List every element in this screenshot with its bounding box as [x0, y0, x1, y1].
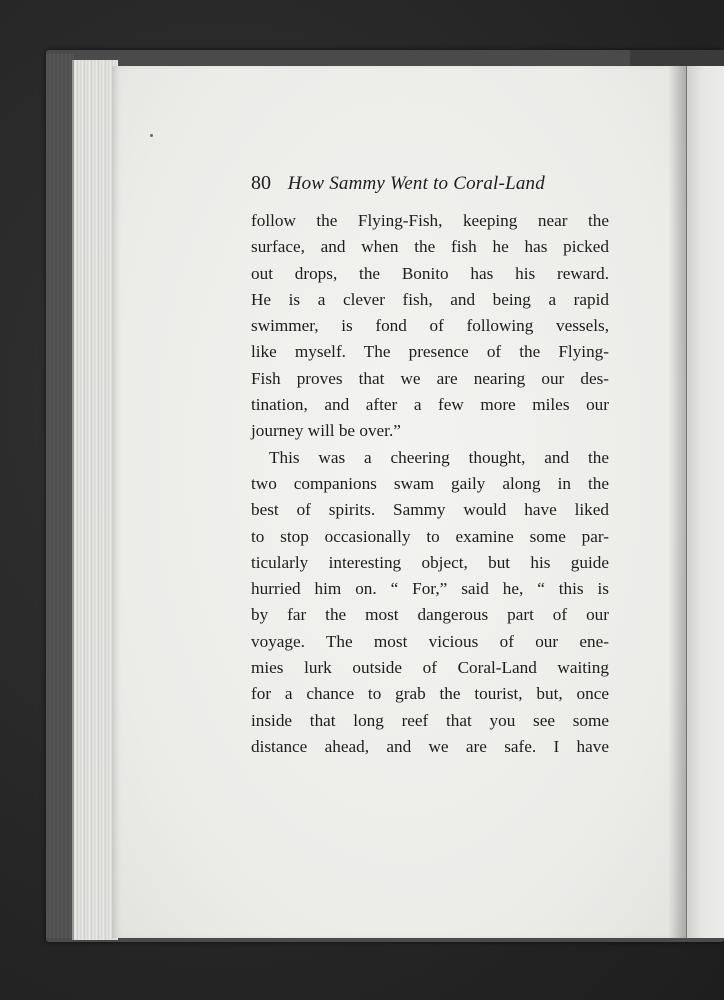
text-line: to stop occasionally to examine some par- — [251, 526, 609, 546]
text-line: for a chance to grab the tourist, but, once — [251, 684, 609, 704]
text-line: two companions swam gaily along in the — [251, 473, 609, 493]
paragraph-first-line: This was a cheering thought, and the — [269, 447, 609, 467]
page-header — [251, 172, 611, 200]
text-line: journey will be over.” — [251, 421, 401, 441]
text-line: by far the most dangerous part of our — [251, 605, 609, 625]
text-line: tination, and after a few more miles our — [251, 395, 609, 415]
text-line: voyage. The most vicious of our ene- — [251, 631, 609, 651]
page-number: 80 — [251, 172, 271, 194]
text-line: ticularly interesting object, but his guide — [251, 552, 609, 572]
text-line: He is a clever fish, and being a rapid — [251, 289, 609, 309]
text-line: surface, and when the fish he has picked — [251, 237, 609, 257]
text-line: Fish proves that we are nearing our des- — [251, 368, 609, 388]
running-title: How Sammy Went to Coral-Land — [287, 173, 545, 194]
text-line: hurried him on. “ For,” said he, “ this is — [251, 579, 609, 599]
paper-speck — [150, 134, 153, 137]
text-line: distance ahead, and we are safe. I have — [251, 736, 609, 756]
text-line: mies lurk outside of Coral-Land waiting — [251, 658, 609, 678]
body-text — [251, 208, 609, 760]
facing-page-edge — [686, 66, 724, 938]
text-line: best of spirits. Sammy would have liked — [251, 500, 609, 520]
text-line: follow the Flying-Fish, keeping near the — [251, 211, 609, 230]
text-line: out drops, the Bonito has his reward. — [251, 263, 609, 283]
gutter-shadow — [668, 66, 686, 938]
text-line: inside that long reef that you see some — [251, 710, 609, 730]
text-line: like myself. The presence of the Flying- — [251, 342, 609, 362]
text-line: swimmer, is fond of following vessels, — [251, 316, 609, 336]
book-spine — [46, 54, 74, 938]
cover-edge — [630, 50, 724, 66]
